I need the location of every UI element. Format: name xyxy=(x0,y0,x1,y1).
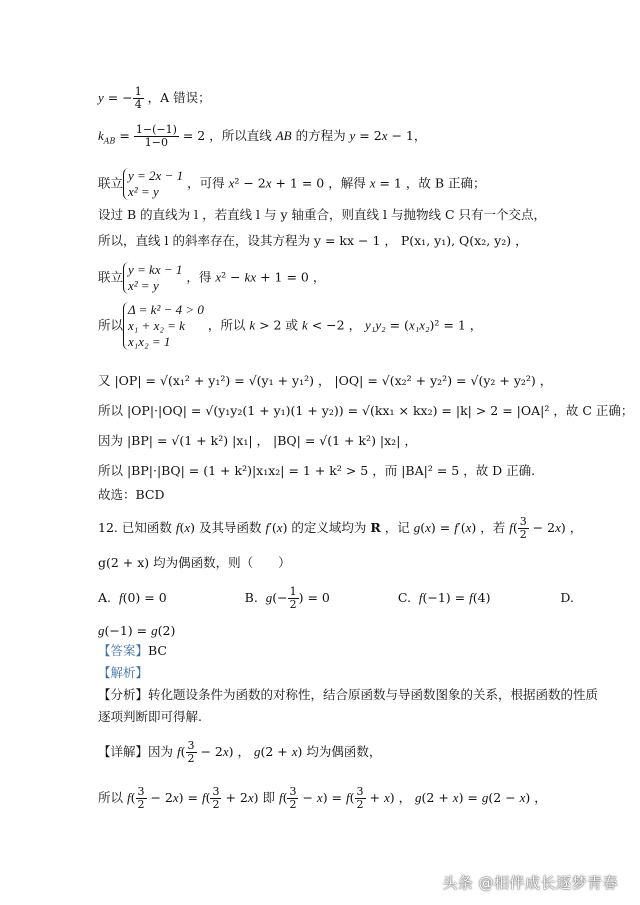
question-12-stem: 12. 已知函数 f(x) 及其导函数 f′(x) 的定义域均为 R ，记 g(x) = f′(x) ，若 f( $\frac{3}{2}$ − 2x) ， xyxy=(98,515,583,541)
text-line-3: 联立 y = 2x − 1 x² = y ，可得 x² − 2x + 1 = 0 ，解得 x = 1 ，故 B 正确； xyxy=(98,168,486,199)
text-line-7: 所以 Δ = k² − 4 > 0 x₁ + x₂ = k x₁x₂ = 1 ，所以 k > 2 或 k < −2 ， y₁y₂ = (x₁x₂)² = 1 ， xyxy=(98,302,483,349)
answer-line: 【答案】BC xyxy=(98,643,167,658)
text-line-5: 所以，直线 l 的斜率存在，设其方程为 y = kx − 1 ， P(x₁, y₁), Q(x₂, y₂) ， xyxy=(98,233,528,248)
text-line-1: y = − $\frac{1}{4}$ ，A 错误； xyxy=(98,85,211,111)
text-line-8: 又 |OP| = √(x₁² + y₁²) = √(y₁ + y₁²) ， |OQ| = √(x₂² + y₂²) = √(y₂ + y₂²) ， xyxy=(98,373,553,388)
question-12-options xyxy=(98,586,580,611)
option-d: D. xyxy=(560,590,574,605)
analysis-heading: 【解析】 xyxy=(98,665,149,680)
detail-line-2: 所以 f( $\frac{3}{2}$ − 2x) = f( $\frac{3}{2}$ + 2x) 即 f( $\frac{3}{2}$ − x) = f( $\frac{3}{2}$ + x) ， g(2 + x) = g(2 − x) ， xyxy=(98,785,547,811)
text-line-11: 所以 |BP|·|BQ| = (1 + k²)|x₁x₂| = 1 + k² > 5 ，而 |BA|² = 5 ，故 D 正确. xyxy=(98,463,536,478)
detail-line-1: 【详解】因为 f( $\frac{3}{2}$ − 2x) ， g(2 + x) 均为偶函数， xyxy=(98,739,382,765)
text-line-4: 设过 B 的直线为 l ，若直线 l 与 y 轴重合，则直线 l 与抛物线 C 只有一个交点， xyxy=(98,207,546,222)
analysis-line-1: 【分析】转化题设条件为函数的对称性，结合原函数与导函数图象的关系，根据函数的性质 xyxy=(98,687,599,702)
option-d-content: g(−1) = g(2) xyxy=(98,623,176,638)
option-c: C. f(−1) = f(4) xyxy=(397,590,491,605)
watermark: 头条 @相伴成长逐梦青春 xyxy=(442,874,618,892)
analysis-line-2: 逐项判断即可得解. xyxy=(98,709,202,724)
text-line-6: 联立 y = kx − 1 x² = y ，得 x² − kx + 1 = 0 ， xyxy=(98,262,326,293)
question-12-stem-2: g(2 + x) 均为偶函数，则（ ） xyxy=(98,555,291,570)
text-line-2: $k_{AB}$ = $\frac{1-(-1)}{1-0}$ = 2 ，所以直线 AB 的方程为 y = 2x − 1， xyxy=(98,123,427,149)
text-line-10: 因为 |BP| = √(1 + k²) |x₁| ， |BQ| = √(1 + k²) |x₂| ， xyxy=(98,433,417,448)
option-b: B. g(− $\frac{1}{2}$ ) = 0 xyxy=(244,585,330,611)
answer-choice-line: 故选：BCD xyxy=(98,487,165,502)
option-a: A. f(0) = 0 xyxy=(98,590,167,605)
text-line-9: 所以 |OP|·|OQ| = √(y₁y₂(1 + y₁)(1 + y₂)) = √(kx₁ × kx₂) = |k| > 2 = |OA|² ，故 C 正确； xyxy=(98,403,634,418)
